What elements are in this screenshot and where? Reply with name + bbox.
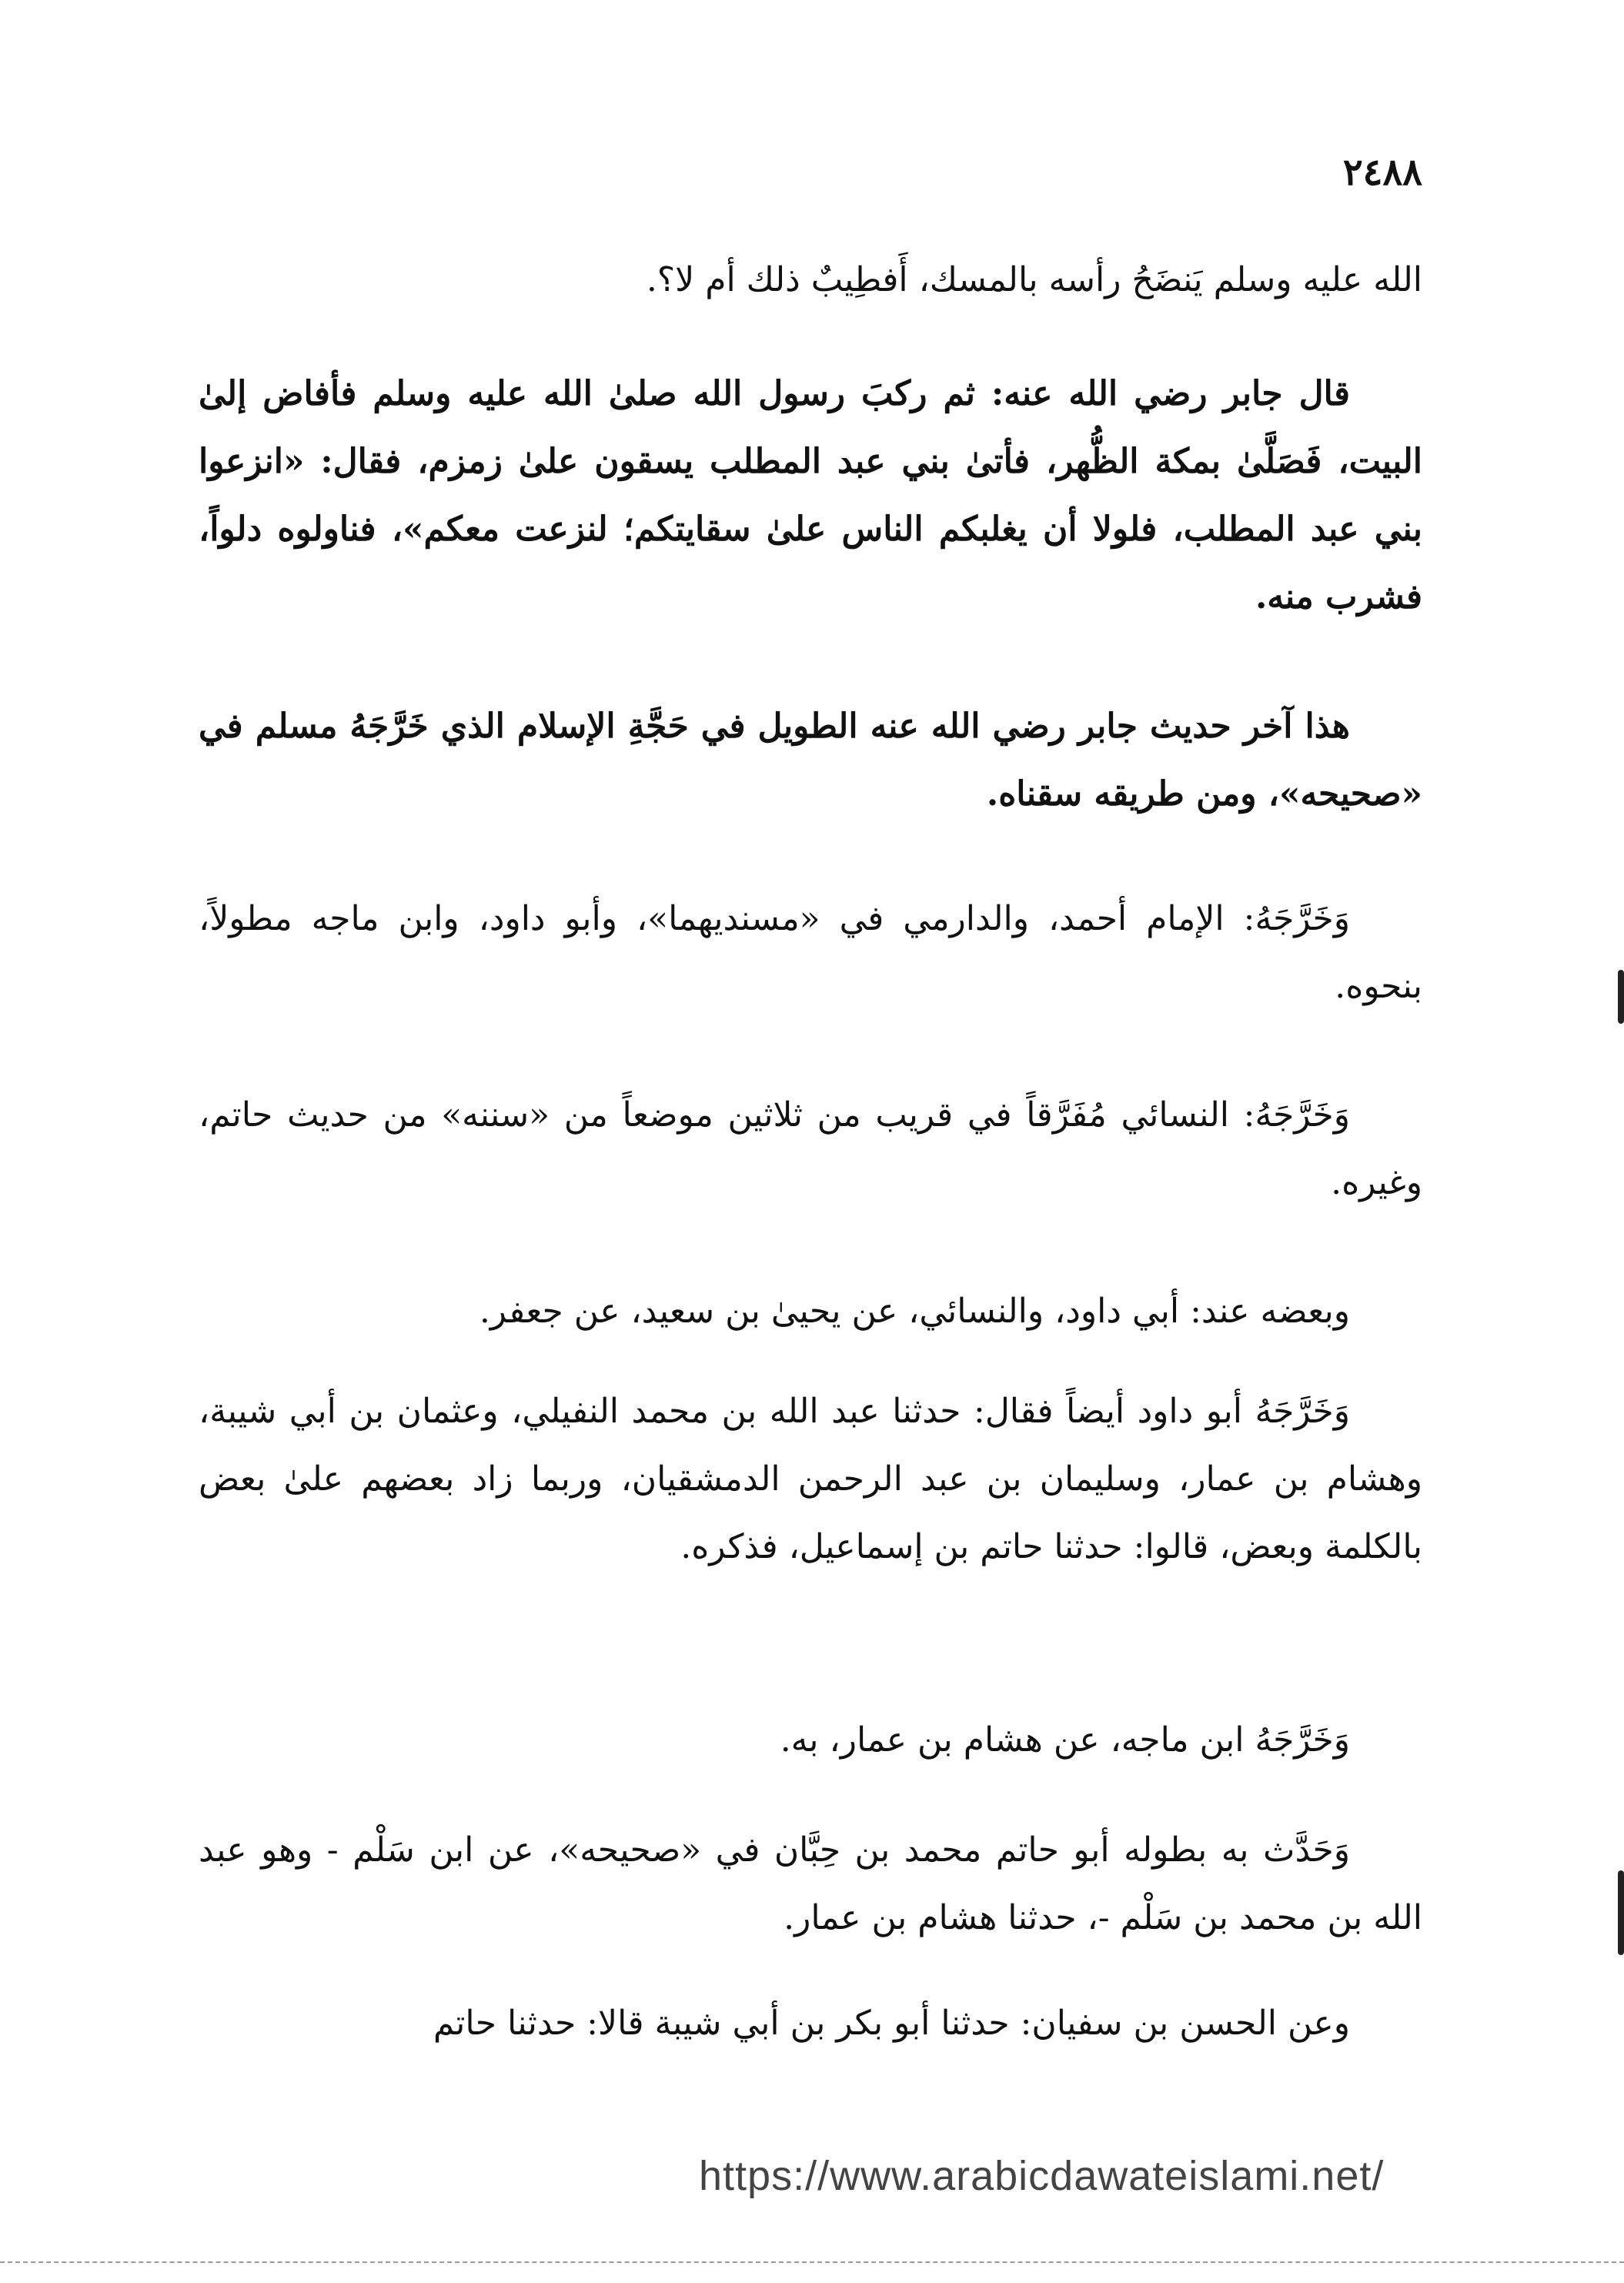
paragraph-jabir-narration [199, 360, 1422, 631]
paragraph-partial-narrations [199, 1278, 1422, 1345]
paragraph-takhrij-ibn-majah [199, 1706, 1422, 1774]
paragraph-text: وَخَرَّجَهُ: الإمام أحمد، والدارمي في «مسنديهما»، وأبو داود، وابن ماجه مطولاً، بنحوه. [199, 899, 1422, 1006]
paragraph-text: وبعضه عند: أبي داود، والنسائي، عن يحيىٰ بن سعيد، عن جعفر. [479, 1292, 1350, 1331]
paragraph-takhrij-abu-dawud [199, 1378, 1422, 1581]
paragraph-text: وعن الحسن بن سفيان: حدثنا أبو بكر بن أبي شيبة قالا: حدثنا حاتم [433, 2004, 1350, 2043]
paragraph-ibn-hibban [199, 1817, 1422, 1952]
paragraph-continuation [199, 246, 1422, 314]
paragraph-text: وَخَرَّجَهُ: النسائي مُفَرَّقاً في قريب من ثلاثين موضعاً من «سننه» من حديث حاتم، وغيره. [199, 1095, 1422, 1202]
paragraph-hadith-end [199, 693, 1422, 828]
binding-edge-mark [1618, 1870, 1624, 1955]
source-url-watermark: https://www.arabicdawateislami.net/ [699, 2153, 1385, 2199]
paragraph-hasan-ibn-sufyan [199, 1990, 1422, 2057]
paragraph-text: قال جابر رضي الله عنه: ثم ركبَ رسول الله صلىٰ الله عليه وسلم فأفاض إلىٰ البيت، فَصَلَّىٰ بمكة الظُّهر، فأتىٰ بني عبد المطلب يسقون علىٰ زمزم، فقال: «انزعوا بني عبد المطلب، فلولا أن يغلبكم الناس علىٰ سقايتكم؛ لنزعت معكم»، فناولوه دلواً، فشرب منه. [199, 374, 1422, 617]
scan-bottom-rule [0, 2261, 1624, 2263]
page-number: ٢٤٨٨ [1342, 151, 1422, 194]
paragraph-takhrij-ahmad [199, 885, 1422, 1021]
binding-edge-mark [1618, 970, 1624, 1024]
paragraph-takhrij-nasai [199, 1081, 1422, 1217]
paragraph-text: وَخَرَّجَهُ ابن ماجه، عن هشام بن عمار، به. [780, 1720, 1350, 1760]
paragraph-text: وَخَرَّجَهُ أبو داود أيضاً فقال: حدثنا عبد الله بن محمد النفيلي، وعثمان بن أبي شيبة، وهشام بن عمار، وسليمان بن عبد الرحمن الدمشقيان، وربما زاد بعضهم علىٰ بعض بالكلمة وبعض، قالوا: حدثنا حاتم بن إسماعيل، فذكره. [199, 1392, 1422, 1566]
paragraph-text: وَحَدَّث به بطوله أبو حاتم محمد بن حِبَّان في «صحيحه»، عن ابن سَلْم - وهو عبد الله بن محمد بن سَلْم -، حدثنا هشام بن عمار. [199, 1830, 1422, 1937]
paragraph-text: هذا آخر حديث جابر رضي الله عنه الطويل في حَجَّةِ الإسلام الذي خَرَّجَهُ مسلم في «صحيحه»، ومن طريقه سقناه. [199, 707, 1422, 814]
paragraph-text: الله عليه وسلم يَنضَحُ رأسه بالمسك، أَفطِيبٌ ذلك أم لا؟. [646, 260, 1422, 299]
